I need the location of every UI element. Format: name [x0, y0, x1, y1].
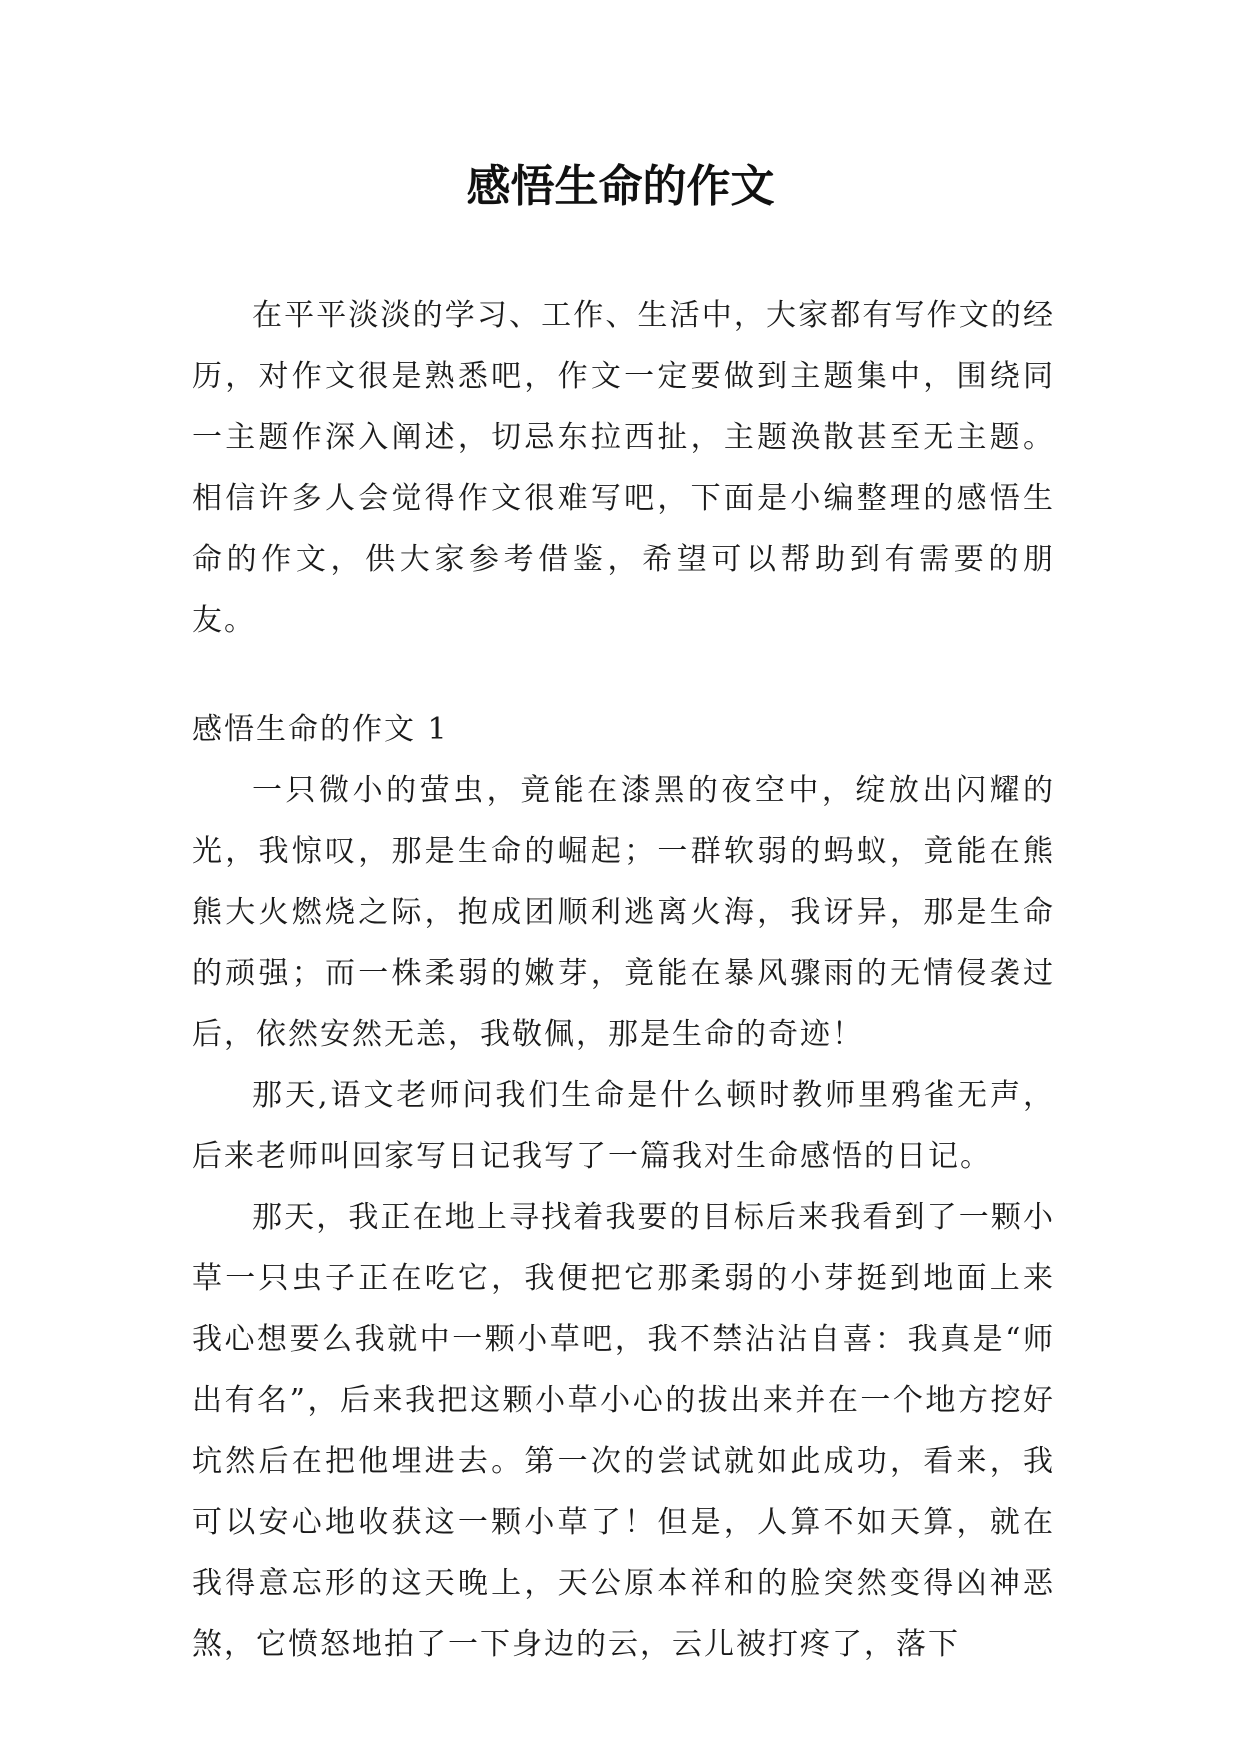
intro-paragraph: 在平平淡淡的学习、工作、生活中，大家都有写作文的经历，对作文很是熟悉吧，作文一定要做到主题集中，围绕同一主题作深入阐述，切忌东拉西扯，主题涣散甚至无主题。相信许多人会觉得作文很难写吧，下面是小编整理的感悟生命的作文，供大家参考借鉴，希望可以帮助到有需要的朋友。 [192, 298, 1055, 638]
document-title: 感悟生命的作文 [466, 161, 775, 212]
body-paragraph-3: 那天，我正在地上寻找着我要的目标后来我看到了一颗小草一只虫子正在吃它，我便把它那柔弱的小芽挺到地面上来我心想要么我就中一颗小草吧，我不禁沾沾自喜：我真是“师出有名”，后来我把这颗小草小心的拔出来并在一个地方挖好坑然后在把他埋进去。第一次的尝试就如此成功，看来，我可以安心地收获这一颗小草了！但是，人算不如天算，就在我得意忘形的这天晚上，天公原本祥和的脸突然变得凶神恶煞，它愤怒地拍了一下身边的云，云儿被打疼了，落下 [192, 1200, 1055, 1662]
document-body [192, 285, 1055, 1675]
section-heading: 感悟生命的作文 1 [192, 712, 449, 747]
body-paragraph-2: 那天,语文老师问我们生命是什么顿时教师里鸦雀无声，后来老师叫回家写日记我写了一篇我对生命感悟的日记。 [192, 1078, 1055, 1174]
body-paragraph-1: 一只微小的萤虫，竟能在漆黑的夜空中，绽放出闪耀的光，我惊叹，那是生命的崛起；一群软弱的蚂蚁，竟能在熊熊大火燃烧之际，抱成团顺利逃离火海，我讶异，那是生命的顽强；而一株柔弱的嫩芽，竟能在暴风骤雨的无情侵袭过后，依然安然无恙，我敬佩，那是生命的奇迹！ [192, 773, 1055, 1052]
